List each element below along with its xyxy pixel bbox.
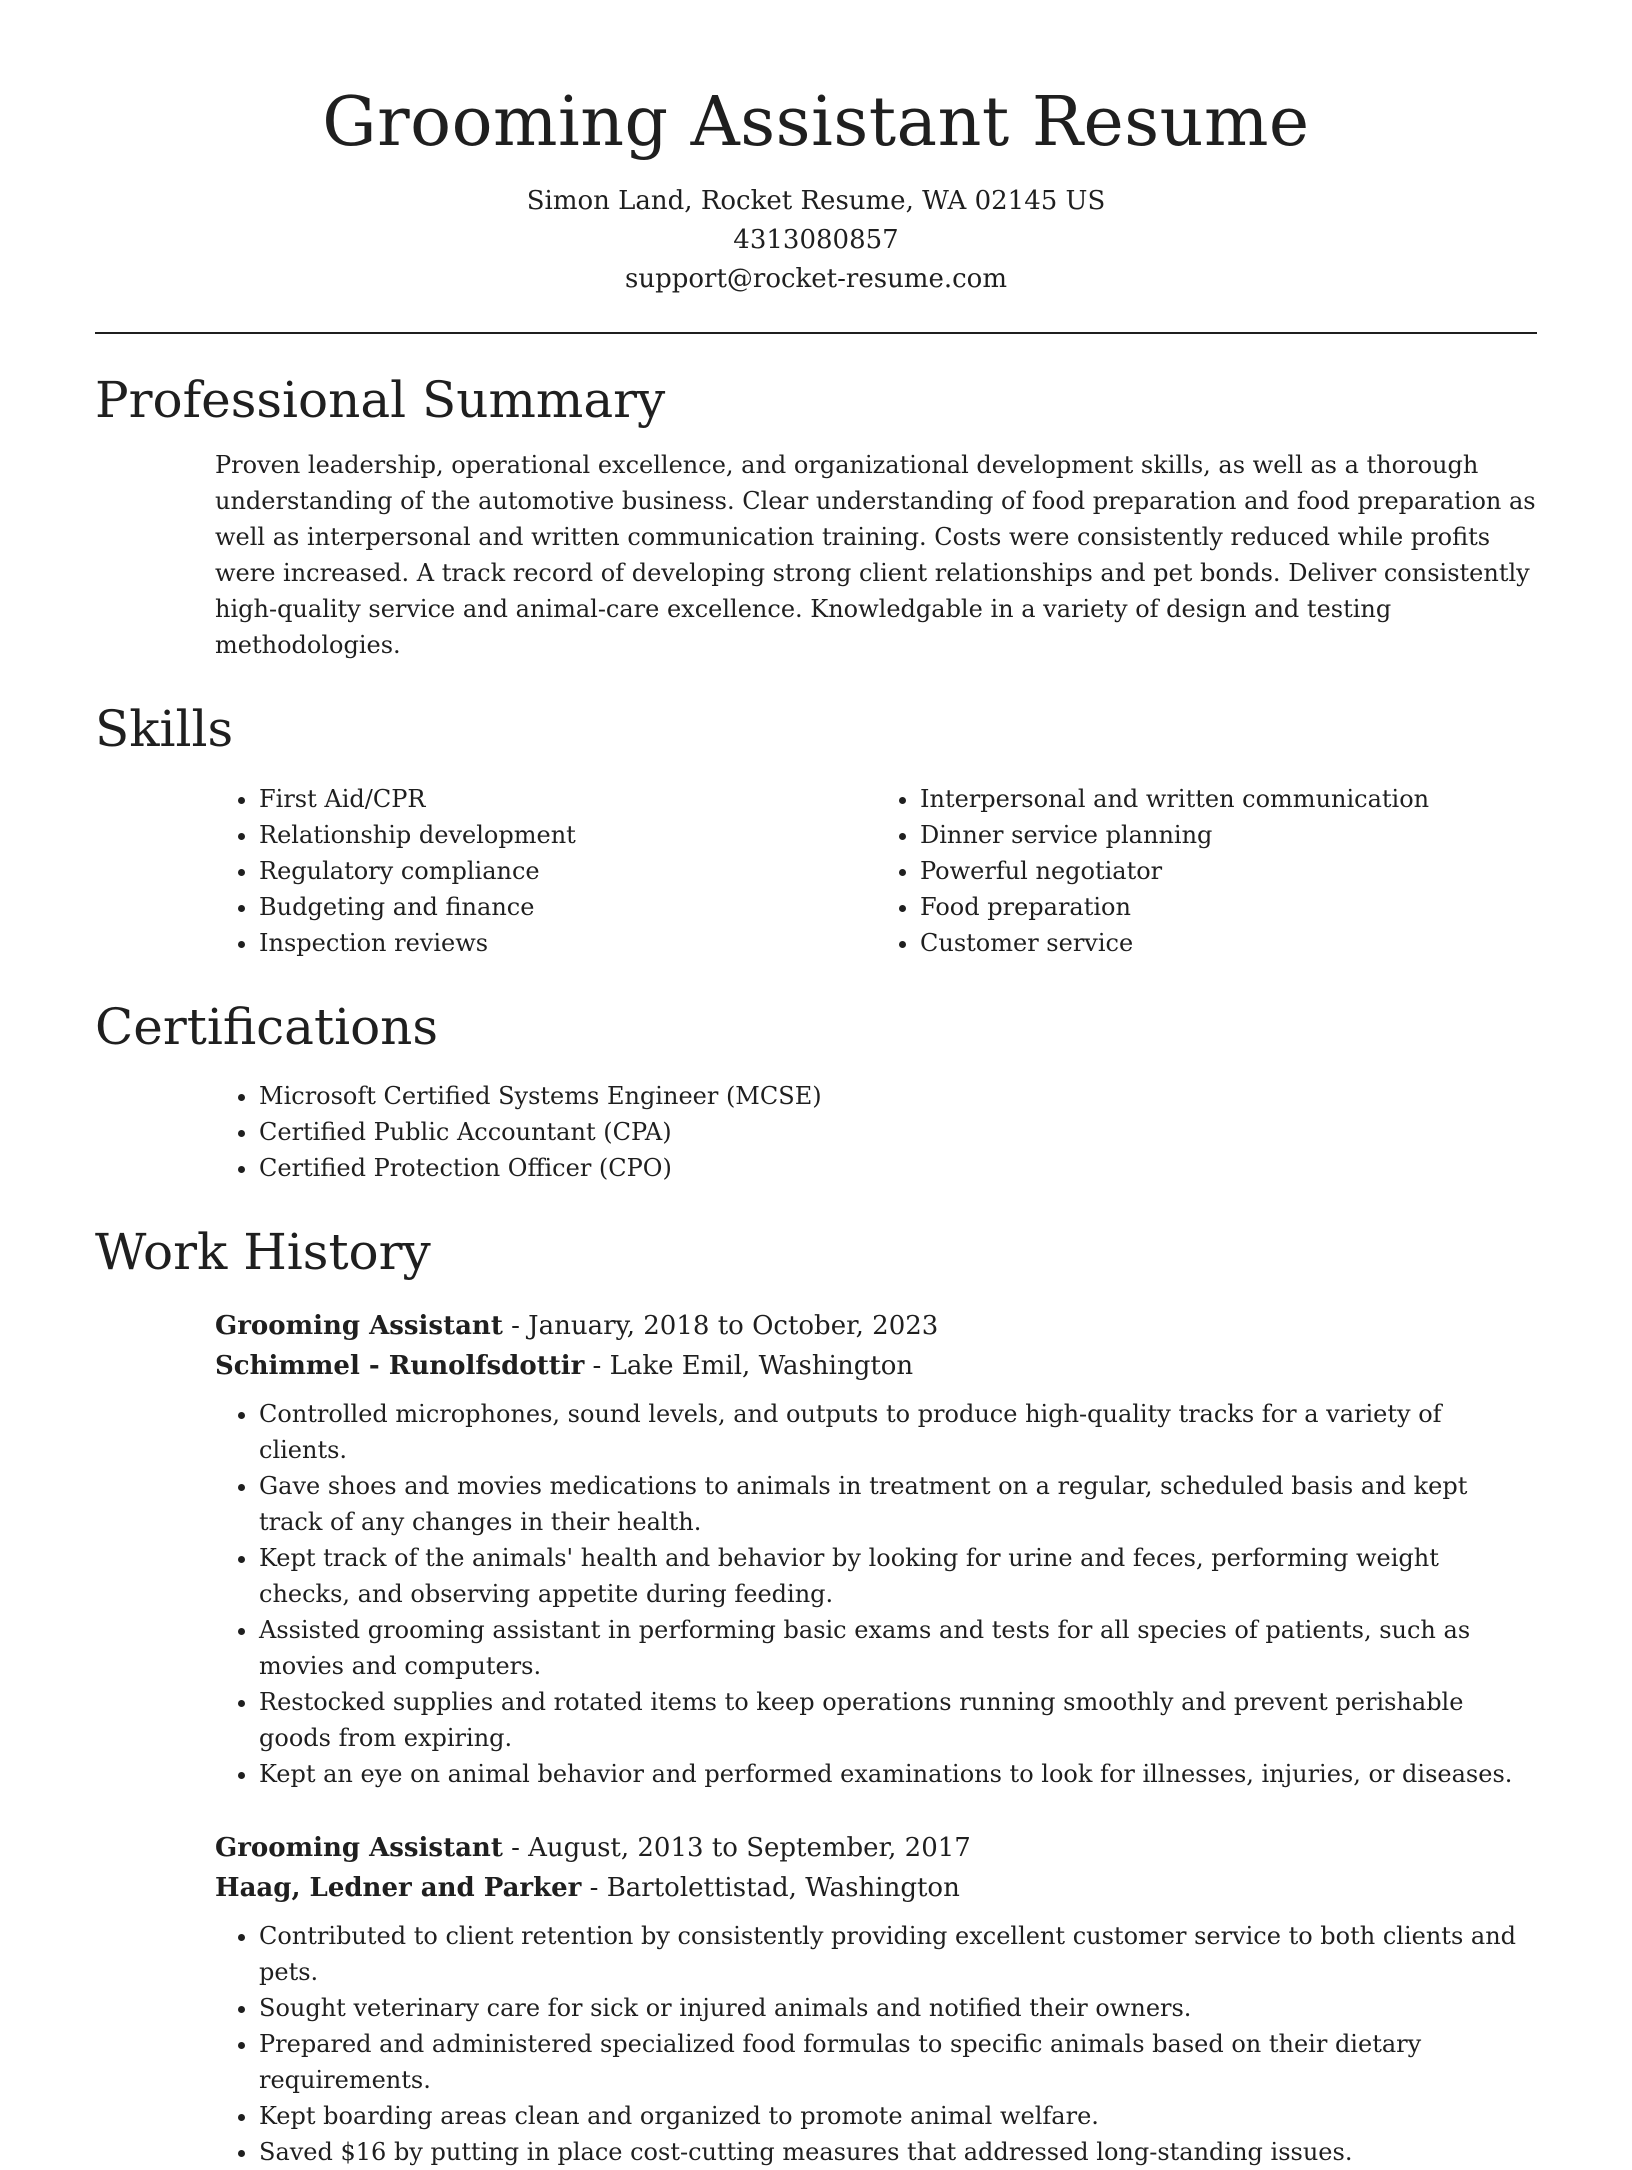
job-dates: - January, 2018 to October, 2023 [502, 1310, 939, 1341]
work-history-section [95, 1224, 1537, 2170]
skills-section [95, 701, 1537, 961]
job-bullet: • Gave shoes and movies medications to animals in treatment on a regular, scheduled basis and kept track of any changes in their health. [259, 1468, 1537, 1540]
certification-item: • Certified Public Accountant (CPA) [259, 1114, 1537, 1150]
job-bullets [215, 1918, 1537, 2170]
job-bullet: • Controlled microphones, sound levels, and outputs to produce high-quality tracks for a variety of clients. [259, 1396, 1537, 1468]
skills-column-right [876, 781, 1537, 961]
job-entry [215, 1828, 1537, 2170]
job-bullet: • Kept an eye on animal behavior and performed examinations to look for illnesses, injuries, or diseases. [259, 1756, 1537, 1792]
job-entry [215, 1306, 1537, 1792]
certifications-body [215, 1078, 1537, 1186]
professional-summary-text: Proven leadership, operational excellence, and organizational development skills, as well as a thorough understanding of the automotive business. Clear understanding of food preparation and food preparation as well as interpersonal and written communication training. Costs were consistently reduced while profits were increased. A track record of developing strong client relationships and pet bonds. Deliver consistently high-quality service and animal-care excellence. Knowledgable in a variety of design and testing methodologies. [215, 451, 1536, 660]
job-bullet: • Sought veterinary care for sick or injured animals and notified their owners. [259, 1990, 1537, 2026]
skill-item: • Relationship development [259, 817, 876, 853]
skill-item: • Interpersonal and written communication [920, 781, 1537, 817]
certification-item: • Certified Protection Officer (CPO) [259, 1150, 1537, 1186]
job-bullet: • Saved $16 by putting in place cost-cutting measures that addressed long-standing issues. [259, 2134, 1537, 2170]
contact-phone: 4313080857 [733, 224, 899, 255]
resume-header [95, 82, 1537, 299]
job-title-line [215, 1306, 1537, 1346]
work-history-heading: Work History [95, 1223, 431, 1282]
skills-column-left [215, 781, 876, 961]
job-bullet: • Assisted grooming assistant in performing basic exams and tests for all species of patients, such as movies and computers. [259, 1612, 1537, 1684]
skill-item: • Customer service [920, 925, 1537, 961]
job-bullet: • Contributed to client retention by consistently providing excellent customer service to both clients and pets. [259, 1918, 1537, 1990]
job-bullet: • Restocked supplies and rotated items to keep operations running smoothly and prevent perishable goods from expiring. [259, 1684, 1537, 1756]
job-bullet: • Kept track of the animals' health and behavior by looking for urine and feces, performing weight checks, and observing appetite during feeding. [259, 1540, 1537, 1612]
skill-item: • Powerful negotiator [920, 853, 1537, 889]
skills-list [215, 781, 1537, 961]
job-company-line [215, 1346, 1537, 1386]
certification-item: • Microsoft Certified Systems Engineer (MCSE) [259, 1078, 1537, 1114]
professional-summary-heading: Professional Summary [95, 370, 666, 429]
certifications-section [95, 999, 1537, 1187]
certifications-list [215, 1078, 1537, 1186]
job-title: Grooming Assistant [215, 1832, 503, 1863]
job-company: Haag, Ledner and Parker [215, 1872, 582, 1903]
job-company: Schimmel - Runolfsdottir [215, 1350, 585, 1381]
skill-item: • Dinner service planning [920, 817, 1537, 853]
certifications-heading: Certifications [95, 997, 439, 1056]
job-dates: - August, 2013 to September, 2017 [502, 1832, 971, 1863]
job-bullets [215, 1396, 1537, 1792]
job-title: Grooming Assistant [215, 1310, 503, 1341]
contact-info [95, 182, 1537, 299]
professional-summary-section [95, 372, 1537, 664]
skill-item: • First Aid/CPR [259, 781, 876, 817]
contact-email: support@rocket-resume.com [624, 263, 1007, 294]
job-company-line [215, 1868, 1537, 1908]
job-bullet: • Prepared and administered specialized food formulas to specific animals based on their dietary requirements. [259, 2026, 1537, 2098]
header-divider [95, 332, 1537, 334]
skill-item: • Budgeting and finance [259, 889, 876, 925]
job-location: - Lake Emil, Washington [584, 1350, 914, 1381]
skills-heading: Skills [95, 700, 234, 759]
job-title-line [215, 1828, 1537, 1868]
job-location: - Bartolettistad, Washington [581, 1872, 960, 1903]
skill-item: • Inspection reviews [259, 925, 876, 961]
skill-item: • Food preparation [920, 889, 1537, 925]
contact-address: Simon Land, Rocket Resume, WA 02145 US [526, 185, 1106, 216]
resume-title: Grooming Assistant Resume [322, 83, 1310, 162]
skill-item: • Regulatory compliance [259, 853, 876, 889]
job-bullet: • Kept boarding areas clean and organized to promote animal welfare. [259, 2098, 1537, 2134]
